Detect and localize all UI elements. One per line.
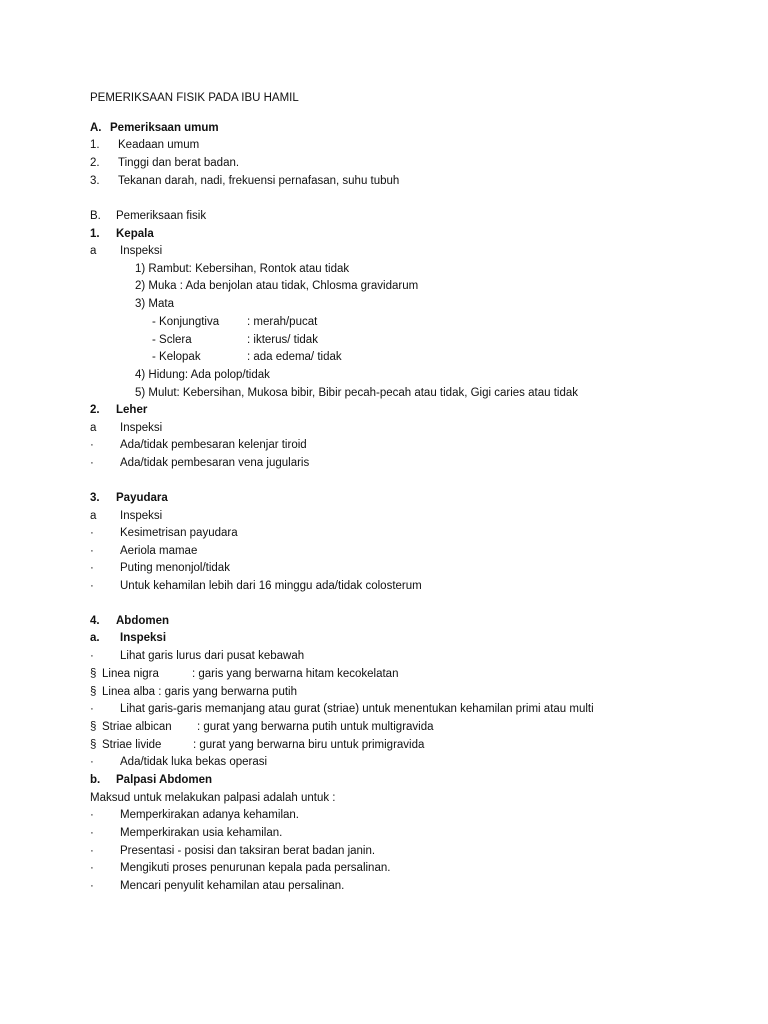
list-text: Ada/tidak luka bekas operasi — [120, 756, 268, 768]
list-item — [0, 860, 768, 876]
kepala-heading-row — [0, 226, 768, 242]
list-item — [0, 578, 768, 594]
mata-label: - Sclera — [152, 334, 192, 346]
abdomen-number: 4. — [90, 615, 100, 627]
mata-value: : ikterus/ tidak — [247, 334, 318, 346]
mata-label: - Konjungtiva — [152, 316, 220, 328]
list-number: 3. — [90, 175, 100, 187]
list-text: Lihat garis lurus dari pusat kebawah — [120, 650, 305, 662]
section-a-heading-row — [0, 120, 768, 136]
list-item — [0, 261, 768, 277]
striae-livide-row — [0, 737, 768, 753]
list-text: Keadaan umum — [118, 139, 200, 151]
list-text: 5) Mulut: Kebersihan, Mukosa bibir, Bibir pecah-pecah atau tidak, Gigi caries atau tidak — [135, 387, 578, 399]
list-number: 2. — [90, 157, 100, 169]
sub-marker: a — [90, 422, 97, 434]
section-mark: § — [90, 739, 97, 751]
kepala-number: 1. — [90, 228, 100, 240]
list-text: Ada/tidak pembesaran kelenjar tiroid — [120, 439, 307, 451]
striae-albican-value: : gurat yang berwarna putih untuk multigravida — [197, 721, 434, 733]
list-text: Memperkirakan usia kehamilan. — [120, 827, 283, 839]
list-text: 2) Muka : Ada benjolan atau tidak, Chlosma gravidarum — [135, 280, 419, 292]
list-text: 3) Mata — [135, 298, 174, 310]
list-text: Ada/tidak pembesaran vena jugularis — [120, 457, 310, 469]
document-title: PEMERIKSAAN FISIK PADA IBU HAMIL — [90, 92, 299, 104]
bullet: · — [90, 862, 94, 874]
leher-inspeksi-row — [0, 420, 768, 436]
bullet: · — [90, 880, 94, 892]
list-item — [0, 367, 768, 383]
section-a-marker: A. — [90, 122, 102, 134]
list-text: Mengikuti proses penurunan kepala pada persalinan. — [120, 862, 391, 874]
list-item — [0, 701, 768, 717]
list-item — [0, 437, 768, 453]
mata-value: : ada edema/ tidak — [247, 351, 342, 363]
bullet: · — [90, 580, 94, 592]
leher-number: 2. — [90, 404, 100, 416]
section-b-heading-row — [0, 208, 768, 224]
list-item — [0, 878, 768, 894]
mata-item — [0, 349, 768, 365]
palpasi-heading-row — [0, 772, 768, 788]
list-item — [0, 825, 768, 841]
list-text: 4) Hidung: Ada polop/tidak — [135, 369, 270, 381]
section-mark: § — [90, 686, 97, 698]
sub-heading: Inspeksi — [120, 510, 163, 522]
bullet: · — [90, 756, 94, 768]
kepala-inspeksi-row — [0, 243, 768, 259]
mata-label: - Kelopak — [152, 351, 201, 363]
section-b-marker: B. — [90, 210, 101, 222]
list-item — [0, 648, 768, 664]
kepala-heading: Kepala — [116, 228, 154, 240]
linea-nigra-label: Linea nigra — [102, 668, 159, 680]
list-item — [0, 173, 768, 189]
list-item — [0, 807, 768, 823]
bullet: · — [90, 562, 94, 574]
abdomen-inspeksi-row — [0, 630, 768, 646]
section-b-heading: Pemeriksaan fisik — [116, 210, 207, 222]
bullet: · — [90, 650, 94, 662]
palpasi-heading: Palpasi Abdomen — [116, 774, 213, 786]
list-number: 1. — [90, 139, 100, 151]
payudara-inspeksi-row — [0, 508, 768, 524]
list-text: Lihat garis-garis memanjang atau gurat (striae) untuk menentukan kehamilan primi atau multi — [120, 703, 594, 715]
list-item — [0, 137, 768, 153]
bullet: · — [90, 527, 94, 539]
list-text: Tinggi dan berat badan. — [118, 157, 240, 169]
palpasi-intro: Maksud untuk melakukan palpasi adalah untuk : — [90, 792, 336, 804]
sub-marker: a — [90, 510, 97, 522]
list-text: Puting menonjol/tidak — [120, 562, 230, 574]
list-item — [0, 278, 768, 294]
striae-albican-row — [0, 719, 768, 735]
list-text: Untuk kehamilan lebih dari 16 minggu ada/tidak colosterum — [120, 580, 422, 592]
sub-heading: Inspeksi — [120, 245, 163, 257]
linea-alba-label: Linea alba : garis yang berwarna putih — [102, 686, 297, 698]
payudara-heading: Payudara — [116, 492, 168, 504]
bullet: · — [90, 845, 94, 857]
list-text: Mencari penyulit kehamilan atau persalinan. — [120, 880, 345, 892]
linea-nigra-value: : garis yang berwarna hitam kecokelatan — [192, 668, 399, 680]
palpasi-intro-row — [0, 790, 768, 806]
leher-heading: Leher — [116, 404, 148, 416]
sub-marker: a — [90, 245, 97, 257]
section-mark: § — [90, 721, 97, 733]
list-item — [0, 296, 768, 312]
list-text: Kesimetrisan payudara — [120, 527, 238, 539]
linea-alba-row — [0, 684, 768, 700]
payudara-number: 3. — [90, 492, 100, 504]
section-mark: § — [90, 668, 97, 680]
bullet: · — [90, 809, 94, 821]
sub-marker: b. — [90, 774, 101, 786]
striae-albican-label: Striae albican — [102, 721, 172, 733]
list-item — [0, 843, 768, 859]
list-item — [0, 543, 768, 559]
bullet: · — [90, 545, 94, 557]
abdomen-heading: Abdomen — [116, 615, 170, 627]
list-item — [0, 754, 768, 770]
list-text: Memperkirakan adanya kehamilan. — [120, 809, 299, 821]
section-a-heading: Pemeriksaan umum — [110, 122, 219, 134]
list-text: Aeriola mamae — [120, 545, 198, 557]
mata-value: : merah/pucat — [247, 316, 318, 328]
list-text: Presentasi - posisi dan taksiran berat badan janin. — [120, 845, 376, 857]
striae-livide-label: Striae livide — [102, 739, 162, 751]
bullet: · — [90, 457, 94, 469]
list-item — [0, 560, 768, 576]
sub-marker: a. — [90, 632, 100, 644]
striae-livide-value: : gurat yang berwarna biru untuk primigravida — [193, 739, 425, 751]
list-text: 1) Rambut: Kebersihan, Rontok atau tidak — [135, 263, 350, 275]
list-item — [0, 455, 768, 471]
mata-item — [0, 314, 768, 330]
list-text: Tekanan darah, nadi, frekuensi pernafasan, suhu tubuh — [118, 175, 400, 187]
list-item — [0, 155, 768, 171]
list-item — [0, 385, 768, 401]
sub-heading: Inspeksi — [120, 632, 167, 644]
abdomen-heading-row — [0, 613, 768, 629]
mata-item — [0, 332, 768, 348]
bullet: · — [90, 827, 94, 839]
bullet: · — [90, 703, 94, 715]
sub-heading: Inspeksi — [120, 422, 163, 434]
bullet: · — [90, 439, 94, 451]
leher-heading-row — [0, 402, 768, 418]
linea-nigra-row — [0, 666, 768, 682]
list-item — [0, 525, 768, 541]
payudara-heading-row — [0, 490, 768, 506]
